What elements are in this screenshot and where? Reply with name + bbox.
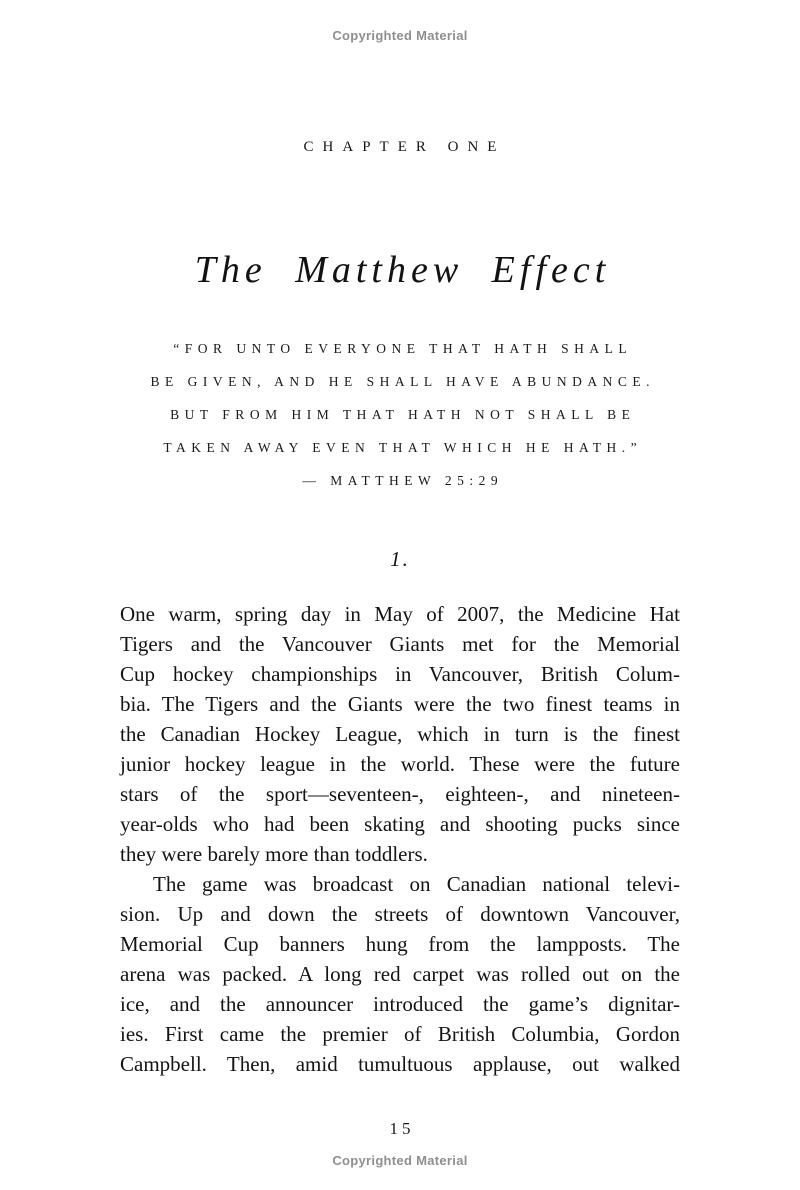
section-number: 1. [390,547,410,571]
body-line: stars of the sport—seventeen-, eighteen-, and nineteen- [120,782,680,806]
epigraph-line: “FOR UNTO EVERYONE THAT HATH SHALL [173,341,633,356]
body-line: Tigers and the Vancouver Giants met for the Memorial [120,632,680,656]
body-line: One warm, spring day in May of 2007, the Medicine Hat [120,602,680,626]
body-line: Cup hockey championships in Vancouver, British Colum- [120,662,680,686]
body-line: ies. First came the premier of British Columbia, Gordon [120,1022,680,1046]
body-line: Memorial Cup banners hung from the lampposts. The [120,932,680,956]
body-line: sion. Up and down the streets of downtown Vancouver, [120,902,680,926]
copyright-notice-bottom: Copyrighted Material [332,1153,468,1168]
body-line: they were barely more than toddlers. [120,842,428,866]
body-line: the Canadian Hockey League, which in turn is the finest [120,722,680,746]
page-title: The Matthew Effect [194,249,611,291]
epigraph-line: TAKEN AWAY EVEN THAT WHICH HE HATH.” [163,440,643,455]
paragraph [120,599,680,869]
body-text [120,599,680,1079]
page-footer [0,1119,800,1168]
body-line: The game was broadcast on Canadian national televi- [153,872,680,896]
body-line: year-olds who had been skating and shooting pucks since [120,812,680,836]
copyright-notice-top: Copyrighted Material [332,28,468,43]
epigraph-line: BUT FROM HIM THAT HATH NOT SHALL BE [170,407,636,422]
epigraph-attribution: — MATTHEW 25:29 [302,473,504,488]
paragraph [120,869,680,1079]
body-line: junior hockey league in the world. These were the future [120,752,680,776]
body-line: bia. The Tigers and the Giants were the two finest teams in [120,692,680,716]
epigraph-line: BE GIVEN, AND HE SHALL HAVE ABUNDANCE. [150,374,655,389]
page-number: 15 [389,1119,415,1138]
body-line: ice, and the announcer introduced the game’s dignitar- [120,992,680,1016]
body-line: Campbell. Then, amid tumultuous applause, out walked [120,1052,680,1076]
chapter-label: CHAPTER ONE [303,139,506,155]
epigraph [0,332,800,497]
body-line: arena was packed. A long red carpet was rolled out on the [120,962,680,986]
